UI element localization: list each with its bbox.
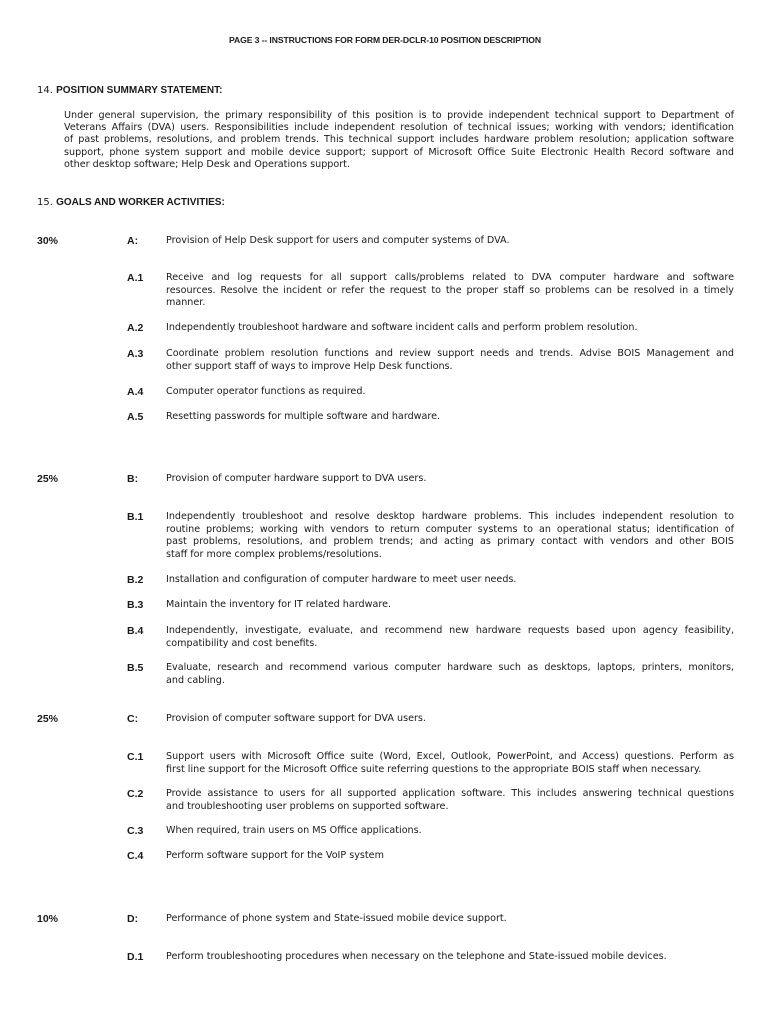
activity-description [166,322,734,335]
activity-description [166,411,734,424]
description-line: staff for more complex problems/resolutions. [166,548,382,560]
section-15-title: GOALS AND WORKER ACTIVITIES: [56,197,225,208]
activity-description [166,825,734,838]
description-line: routine problems; working with vendors to return computer systems to an operational status; identification of [166,523,734,535]
activity-code: A: [127,235,139,247]
activity-description [166,662,734,687]
activity-description [166,348,734,373]
activity-description [166,574,734,587]
description-line: manner. [166,297,206,309]
description-line: Independently troubleshoot and resolve desktop hardware problems. This includes independent resolution to [166,511,734,522]
description-line: Performance of phone system and State-issued mobile device support. [166,913,507,924]
description-line: Perform software support for the VoIP system [166,850,384,861]
section-15-heading [37,197,225,208]
description-line: Provision of computer software support for DVA users. [166,713,426,724]
activity-code: C.1 [127,751,144,763]
activity-description [166,599,734,612]
activity-description [166,235,734,248]
activity-code: A.3 [127,348,144,360]
description-line: Provide assistance to users for all supported application software. This includes answering technical questions [166,788,734,799]
activity-code: B.4 [127,625,144,637]
activity-code: B: [127,473,139,485]
description-line: Resetting passwords for multiple software and hardware. [166,411,441,422]
activity-percentage: 25% [37,713,59,725]
position-summary-paragraph [64,110,734,171]
activity-percentage: 30% [37,235,59,247]
activity-description [166,386,734,399]
activity-description [166,951,734,964]
description-line: resources. Resolve the incident or refer the request to the proper staff so problems can be resolved in a timely [166,284,734,296]
summary-line: of past problems, resolutions, and problem trends. This technical support includes hardware problem resolution; application software [64,134,734,146]
activity-code: C.3 [127,825,144,837]
description-line: When required, train users on MS Office applications. [166,825,422,836]
description-line: Provision of computer hardware support to DVA users. [166,473,427,484]
activity-code: A.4 [127,386,144,398]
description-line: and cabling. [166,674,225,686]
section-14-number: 14. [37,85,53,96]
activity-description [166,751,734,776]
activity-code: C.4 [127,850,144,862]
description-line: past problems, resolutions, and problem trends; and acting as primary contact with vendors and other BOIS [166,536,734,548]
activity-description [166,788,734,813]
summary-line: support, phone system support and mobile device support; support of Microsoft Office Suite Electronic Health Record software and [64,146,734,158]
activity-code: B.5 [127,662,144,674]
activity-code: B.1 [127,511,144,523]
description-line: and troubleshooting user problems on supported software. [166,800,449,812]
description-line: Evaluate, research and recommend various computer hardware such as desktops, laptops, printers, monitors, [166,662,734,673]
activity-percentage: 25% [37,473,59,485]
activity-code: B.3 [127,599,144,611]
activity-code: A.5 [127,411,144,423]
description-line: Provision of Help Desk support for users and computer systems of DVA. [166,235,510,246]
description-line: Perform troubleshooting procedures when necessary on the telephone and State-issued mobile devices. [166,951,667,962]
activity-description [166,625,734,650]
description-line: first line support for the Microsoft Office suite referring questions to the appropriate BOIS staff when necessary. [166,763,702,775]
summary-line: other desktop software; Help Desk and Operations support. [64,158,350,170]
description-line: other support staff of ways to improve Help Desk functions. [166,360,453,372]
description-line: compatibility and cost benefits. [166,637,318,649]
activity-description [166,473,734,486]
page-header: PAGE 3 -- INSTRUCTIONS FOR FORM DER-DCLR-10 POSITION DESCRIPTION [229,35,541,45]
activity-description [166,913,734,926]
activity-description [166,511,734,561]
summary-line: Veterans Affairs (DVA) users. Responsibilities include independent resolution of technical issues; working with vendors; identification [64,122,734,134]
activity-code: A.2 [127,322,144,334]
section-15-number: 15. [37,197,53,208]
activity-code: B.2 [127,574,144,586]
activity-description [166,713,734,726]
description-line: Computer operator functions as required. [166,386,366,397]
activity-percentage: 10% [37,913,59,925]
description-line: Independently, investigate, evaluate, and recommend new hardware requests based upon agency feasibility, [166,625,734,636]
section-14-heading [37,85,222,96]
description-line: Receive and log requests for all support calls/problems related to DVA computer hardware and software [166,272,734,283]
activity-code: D: [127,913,139,925]
description-line: Independently troubleshoot hardware and software incident calls and perform problem resolution. [166,322,638,333]
description-line: Maintain the inventory for IT related hardware. [166,599,392,610]
section-14-title: POSITION SUMMARY STATEMENT: [56,85,223,96]
description-line: Installation and configuration of computer hardware to meet user needs. [166,574,517,585]
description-line: Support users with Microsoft Office suite (Word, Excel, Outlook, PowerPoint, and Access) questions. Perform as [166,751,734,762]
activity-code: A.1 [127,272,144,284]
activity-code: C: [127,713,139,725]
summary-line: Under general supervision, the primary responsibility of this position is to provide independent technical support to Department of [64,110,734,121]
activity-description [166,272,734,310]
activity-code: D.1 [127,951,144,963]
activity-description [166,850,734,863]
activity-code: C.2 [127,788,144,800]
description-line: Coordinate problem resolution functions and review support needs and trends. Advise BOIS Management and [166,348,734,359]
